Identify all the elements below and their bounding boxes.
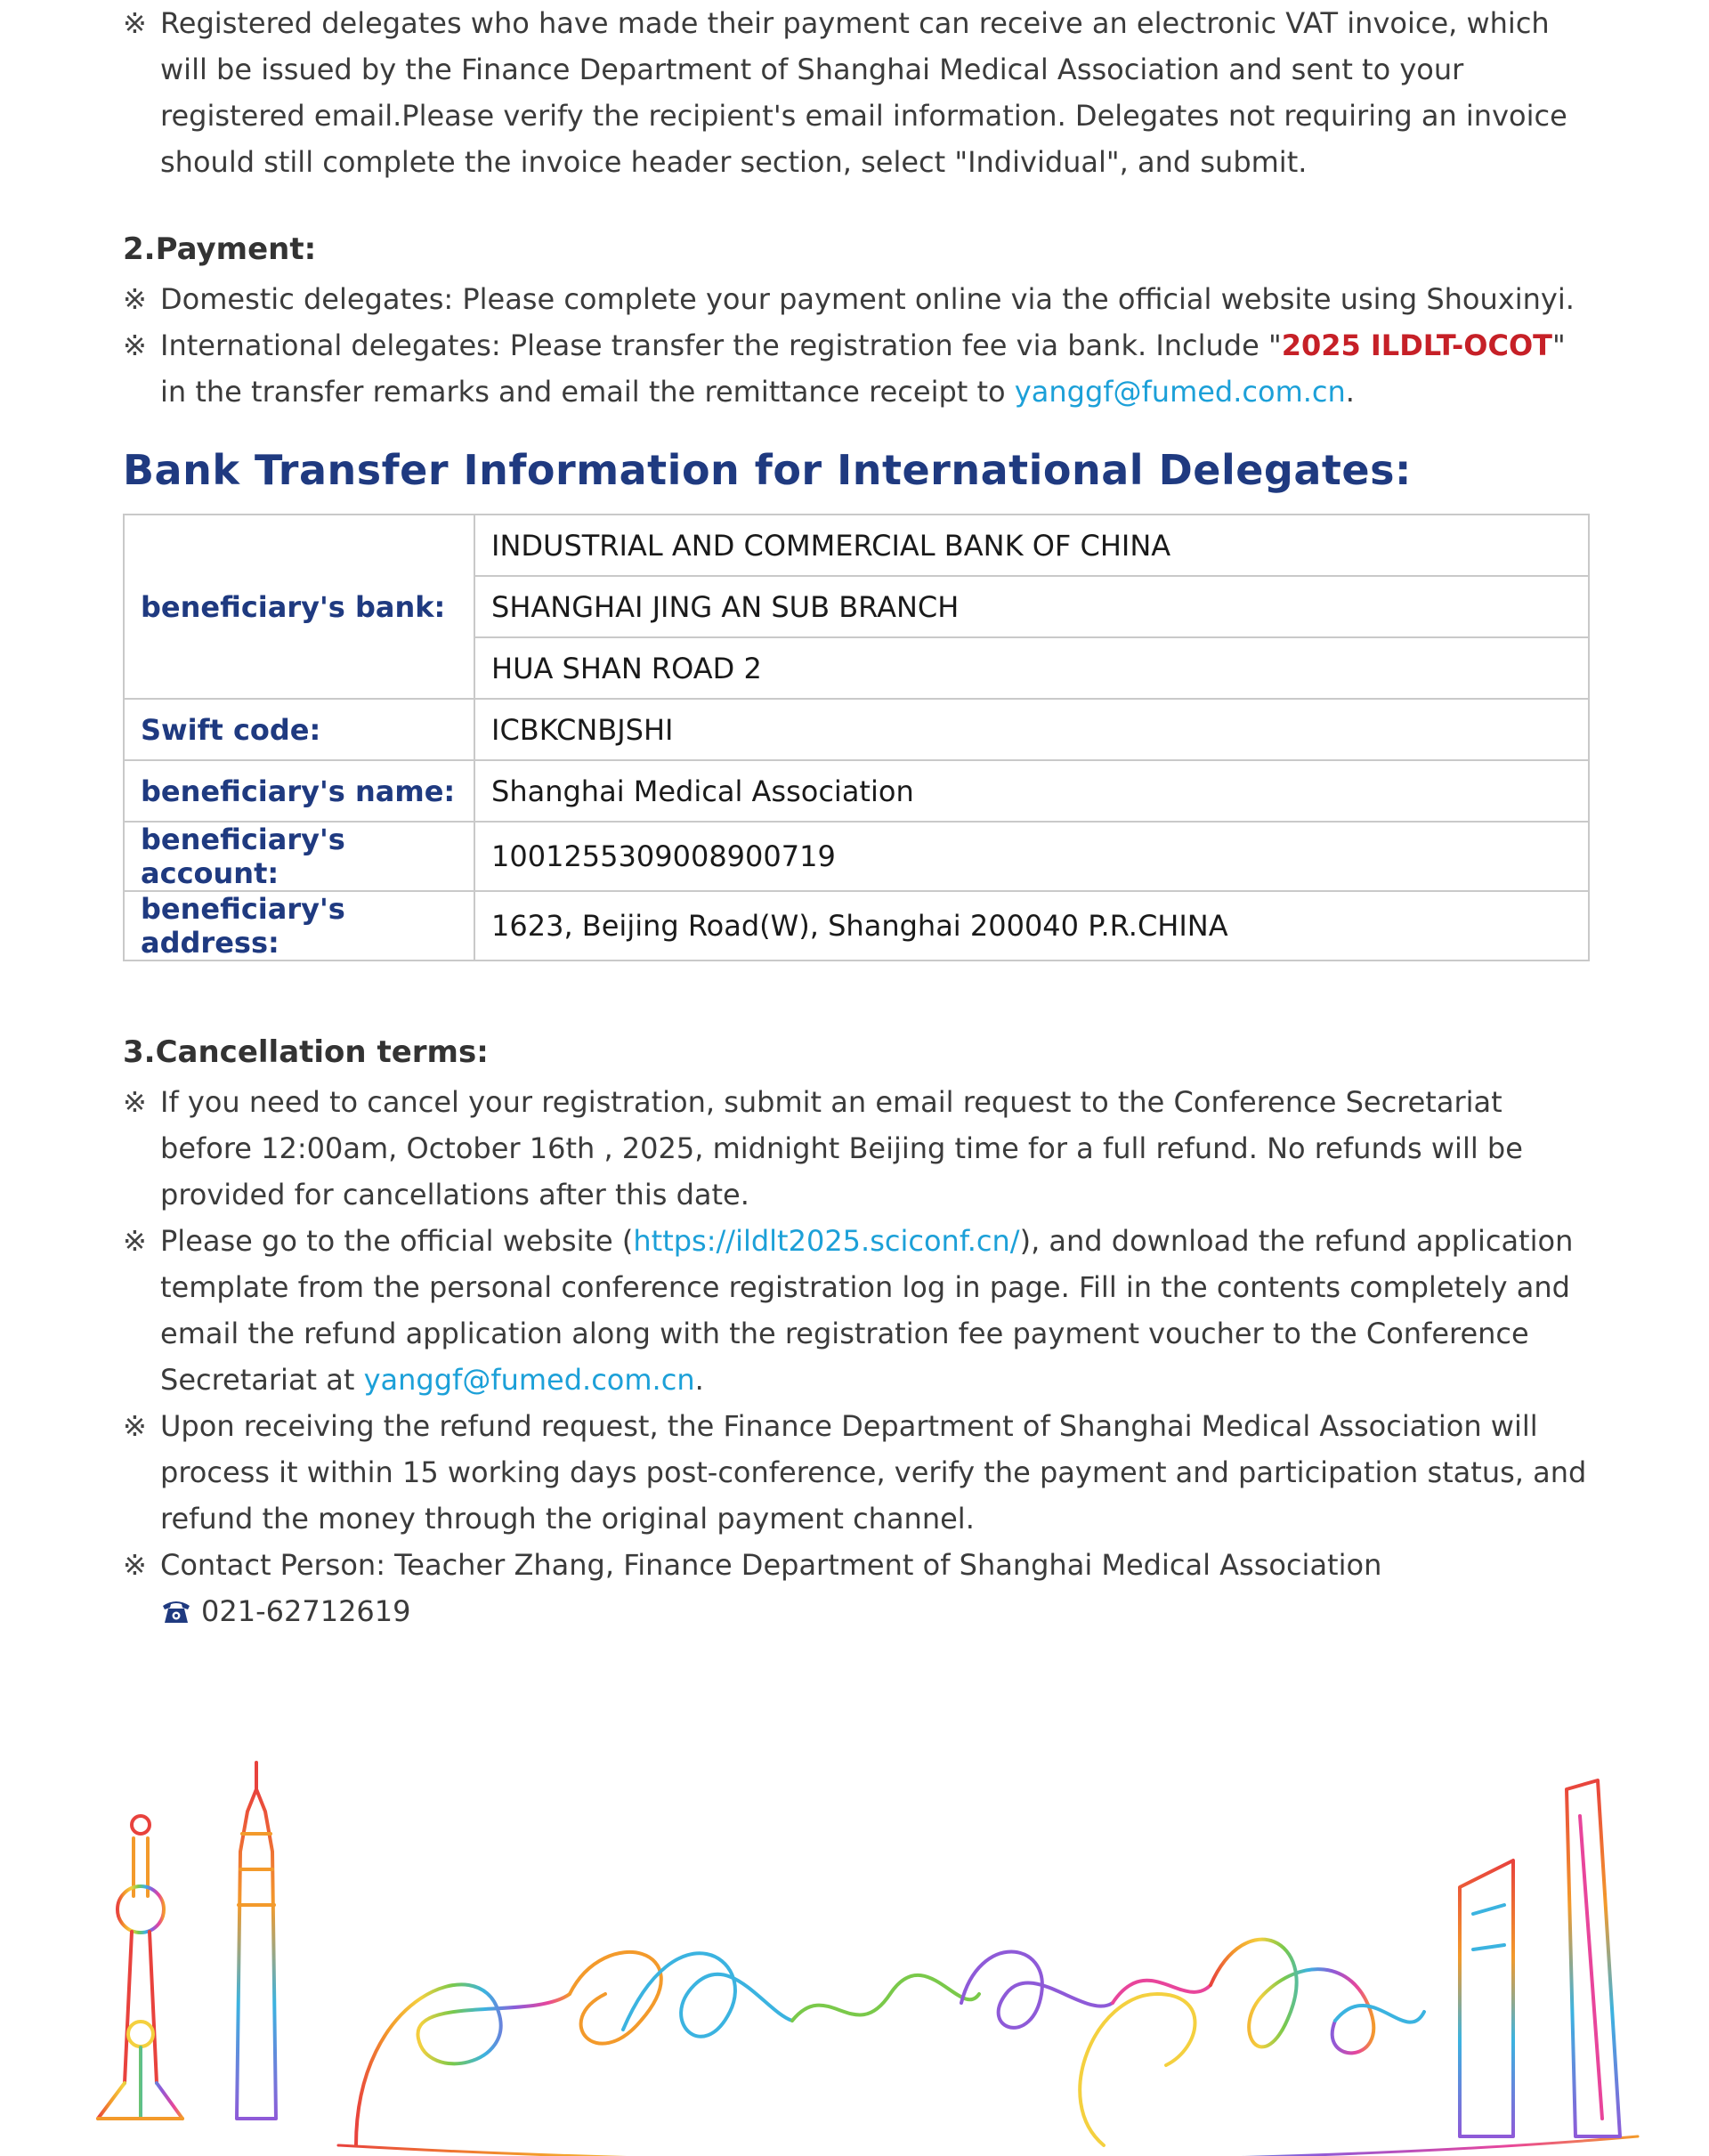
beneficiary-account-label: beneficiary's account: [124,822,474,891]
bank-line-3: HUA SHAN ROAD 2 [474,637,1589,699]
bullet-mark: ※ [123,282,147,316]
swift-label: Swift code: [124,699,474,760]
cancellation-item-2 [123,1218,1600,1403]
contact-phone [123,1588,1600,1634]
period: . [1345,375,1355,409]
cancellation-item-4 [123,1542,1600,1588]
invoice-note [123,0,1600,185]
table-row [124,699,1589,760]
secretariat-email-link[interactable]: yanggf@fumed.com.cn [363,1363,695,1397]
beneficiary-address-value: 1623, Beijing Road(W), Shanghai 200040 P.R.CHINA [474,891,1589,960]
payment-email-link[interactable]: yanggf@fumed.com.cn [1014,375,1346,409]
beneficiary-name-label: beneficiary's name: [124,760,474,822]
beneficiary-address-label: beneficiary's address: [124,891,474,960]
bank-line-2: SHANGHAI JING AN SUB BRANCH [474,576,1589,637]
payment-international-item [123,322,1600,415]
official-website-link[interactable]: https://ildlt2025.sciconf.cn/ [633,1224,1020,1258]
cancellation-item-2-text-2: ), and download the refund application template from the personal conference registration log in page. Fill in the contents completely and email the refund application along with the registration fee payment voucher to the Conference Secretariat at [160,1224,1574,1397]
payment-domestic-text: Domestic delegates: Please complete your payment online via the official website using Shouxinyi. [160,282,1575,316]
payment-international-text: International delegates: Please transfer the registration fee via bank. Include " [160,328,1282,362]
period: . [694,1363,704,1397]
payment-heading: 2.Payment: [123,231,317,267]
cancellation-item-1-text: If you need to cancel your registration, submit an email request to the Conference Secretariat before 12:00am, October 16th , 2025, midnight Beijing time for a full refund. No refunds will be provided for cancellations after this date. [160,1085,1523,1212]
cancellation-item-2-text: Please go to the official website ( [160,1224,634,1258]
bullet-mark: ※ [123,1548,147,1582]
cancellation-item-3-text: Upon receiving the refund request, the Finance Department of Shanghai Medical Association will process it within 15 working days post-conference, verify the payment and participation status, and refund the money through the original payment channel. [160,1409,1587,1536]
bullet-mark: ※ [123,328,147,362]
cancellation-heading: 3.Cancellation terms: [123,1034,489,1070]
bank-transfer-title: Bank Transfer Information for International Delegates: [123,446,1412,494]
bank-label: beneficiary's bank: [124,515,474,699]
phone-number: 021-62712619 [201,1594,411,1628]
payment-domestic-item [123,276,1600,322]
beneficiary-account-value: 1001255309008900719 [474,822,1589,891]
table-row [124,515,1589,576]
bank-line-1: INDUSTRIAL AND COMMERCIAL BANK OF CHINA [474,515,1589,576]
bullet-mark: ※ [123,1409,147,1443]
table-row [124,891,1589,960]
payment-international-text-2: " in the transfer remarks and email the remittance receipt to [160,328,1566,409]
transfer-remark-code: 2025 ILDLT-OCOT [1281,328,1552,362]
beneficiary-name-value: Shanghai Medical Association [474,760,1589,822]
contact-person-text: Contact Person: Teacher Zhang, Finance Department of Shanghai Medical Association [160,1548,1382,1582]
table-row [124,822,1589,891]
bullet-mark: ※ [123,1224,147,1258]
cancellation-item-1 [123,1079,1600,1218]
invoice-note-text: Registered delegates who have made their payment can receive an electronic VAT invoice, which will be issued by the Finance Department of Shanghai Medical Association and sent to your registered email.Please verify the recipient's email information. Delegates not requiring an invoice should still complete the invoice header section, select "Individual", and submit. [160,6,1567,179]
bullet-mark: ※ [123,6,147,40]
phone-icon [160,1592,192,1618]
shanghai-skyline-illustration [0,1727,1709,2156]
bullet-mark: ※ [123,1085,147,1119]
table-row [124,760,1589,822]
cancellation-item-3 [123,1403,1600,1542]
bank-transfer-table [123,514,1590,961]
swift-value: ICBKCNBJSHI [474,699,1589,760]
